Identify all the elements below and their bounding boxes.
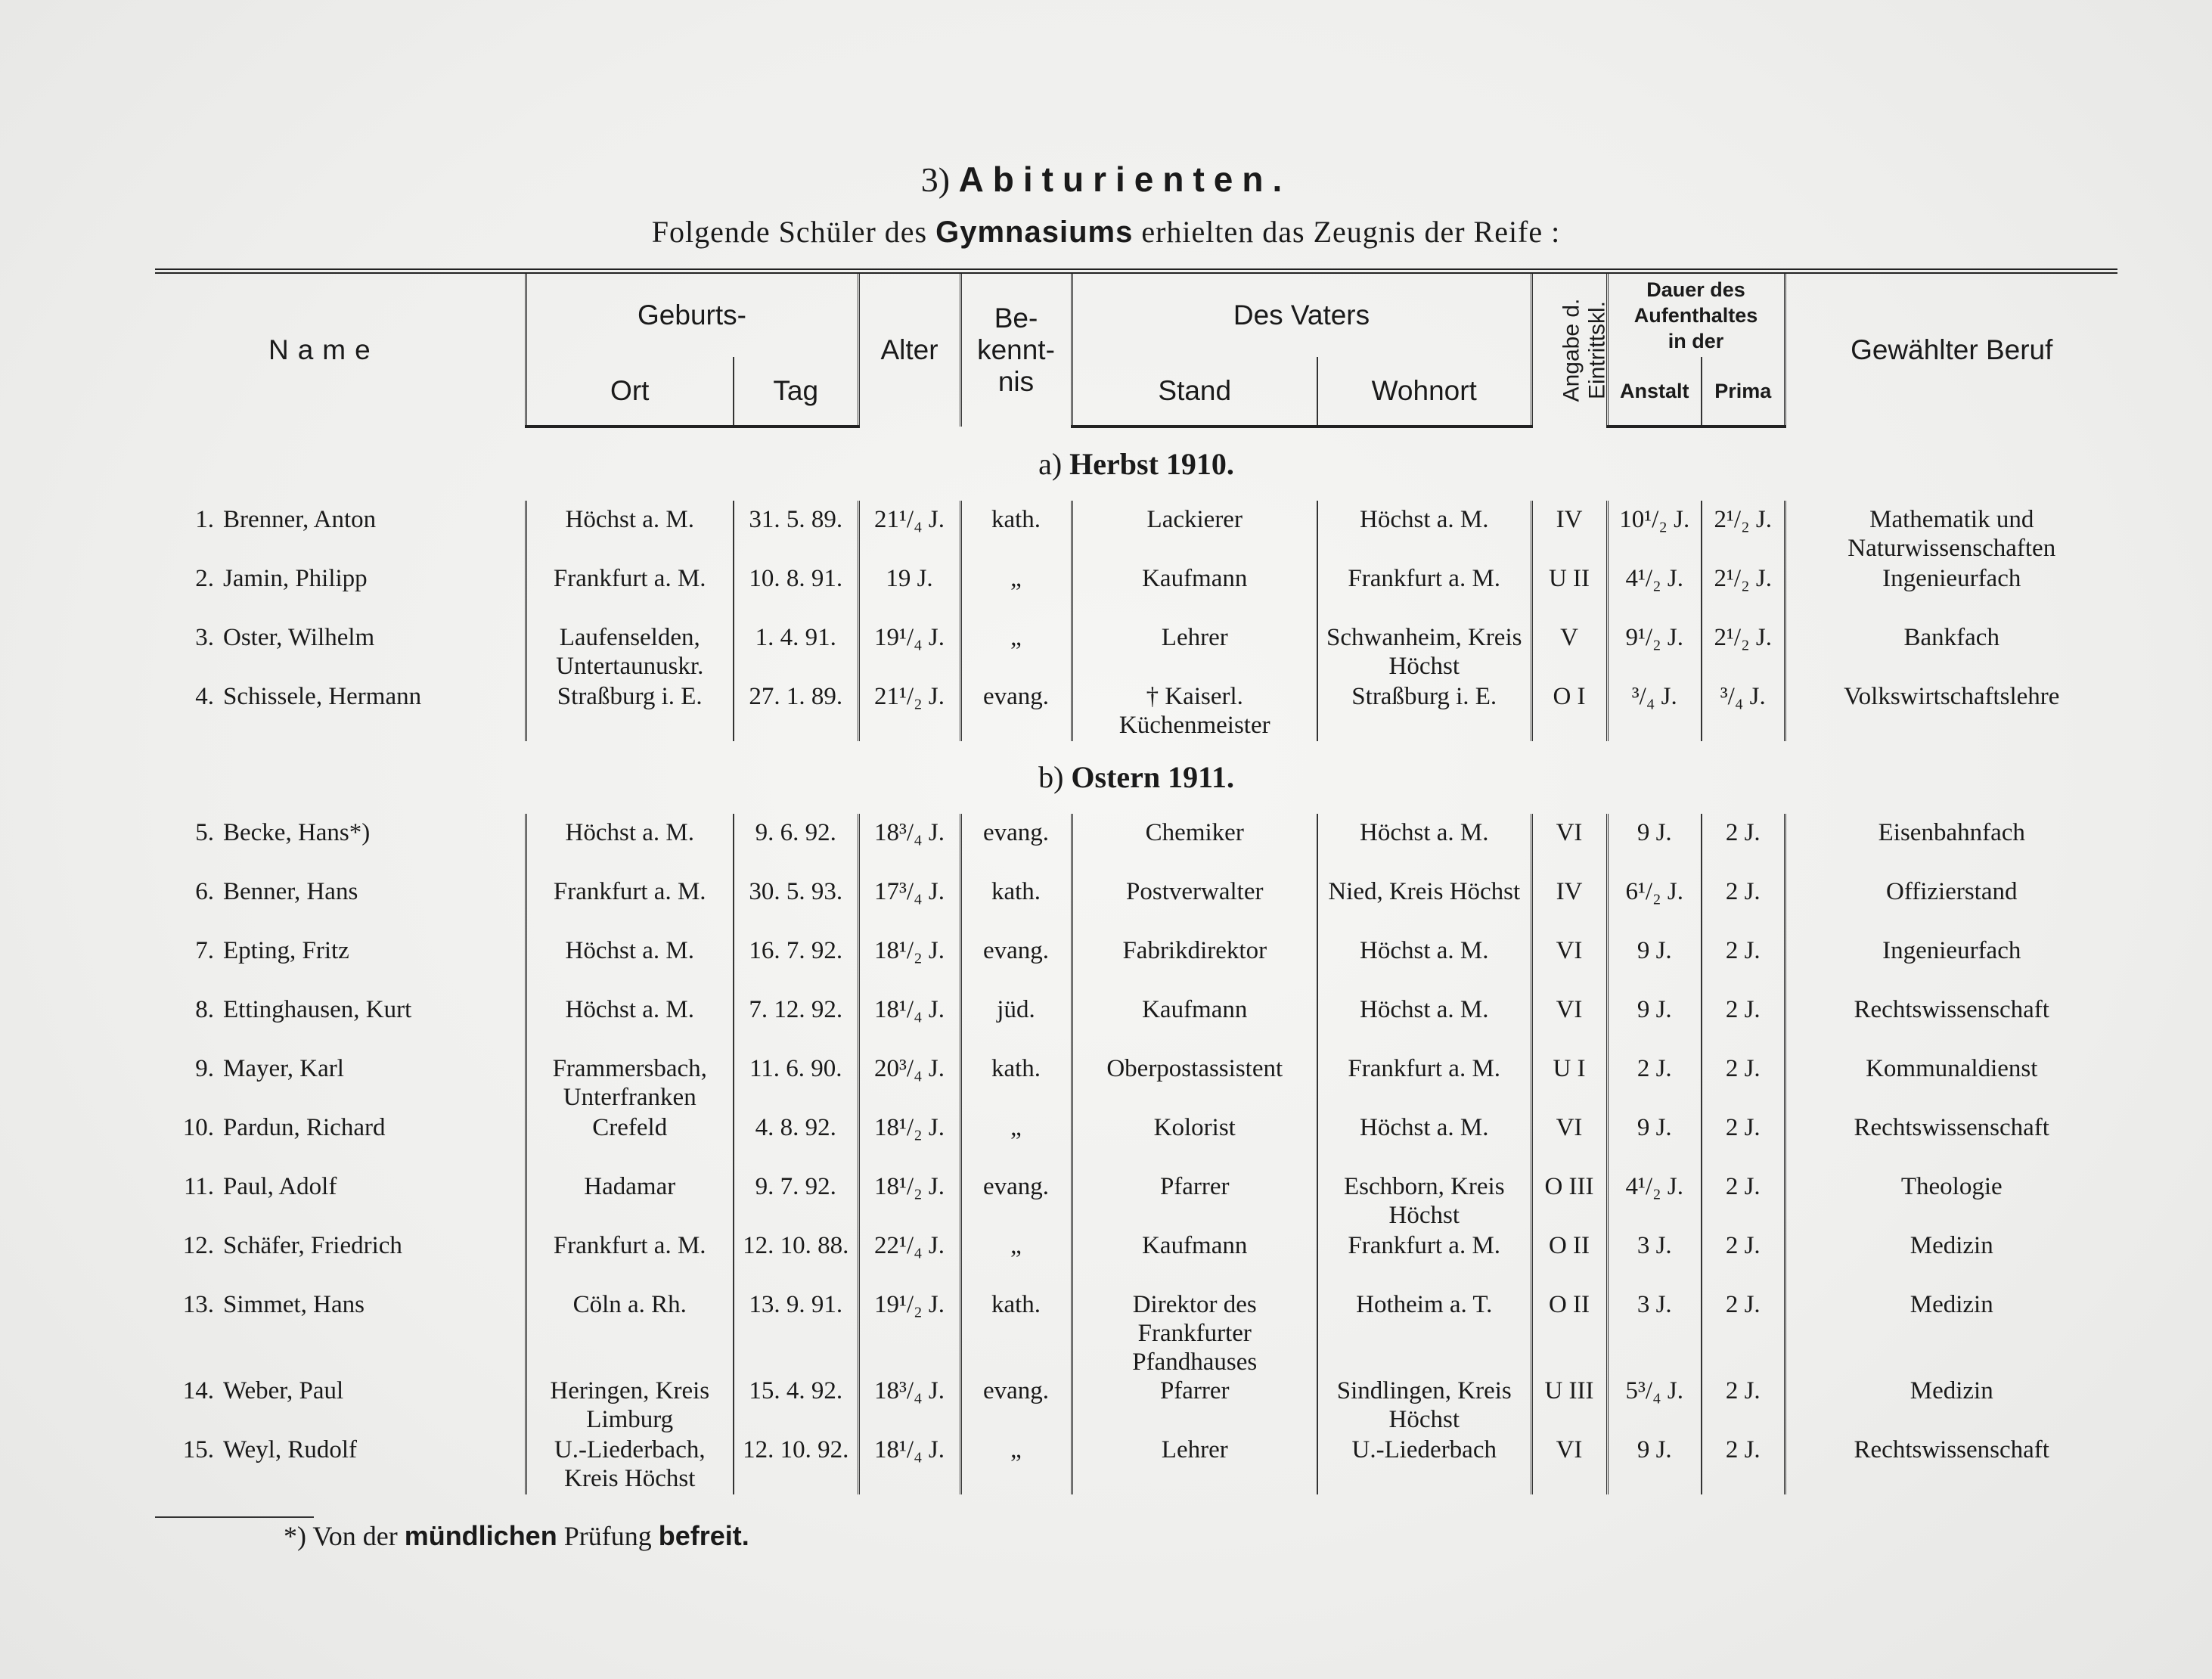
column-prima: Prima xyxy=(1702,357,1785,427)
cell-name xyxy=(155,1376,526,1435)
cell-alter: 19 J. xyxy=(858,564,960,623)
column-ort: Ort xyxy=(526,357,734,427)
cell-bekenntnis: evang. xyxy=(960,682,1072,741)
cell-name xyxy=(155,995,526,1054)
cell-alter: 18¹/₄ J. xyxy=(858,1435,960,1494)
cell-anstalt: 4¹/₂ J. xyxy=(1607,1172,1702,1231)
cell-tag: 16. 7. 92. xyxy=(734,936,858,995)
student-name: Oster, Wilhelm xyxy=(223,624,375,651)
row-number: 8. xyxy=(195,996,214,1023)
cell-beruf: Bankfach xyxy=(1785,623,2117,682)
cell-name xyxy=(155,1172,526,1231)
dauer-line-3: in der xyxy=(1668,330,1724,352)
cell-tag: 9. 7. 92. xyxy=(734,1172,858,1231)
cell-anstalt: 3 J. xyxy=(1607,1290,1702,1376)
cell-beruf: Eisenbahnfach xyxy=(1785,814,2117,877)
section-label: b) xyxy=(1038,760,1064,794)
cell-wohnort: Höchst a. M. xyxy=(1317,501,1531,564)
cell-stand: Pfarrer xyxy=(1072,1172,1317,1231)
student-name: Schissele, Hermann xyxy=(223,683,422,710)
cell-bekenntnis: jüd. xyxy=(960,995,1072,1054)
cell-anstalt: 10¹/₂ J. xyxy=(1607,501,1702,564)
cell-beruf: Rechtswissenschaft xyxy=(1785,995,2117,1054)
cell-name xyxy=(155,1054,526,1113)
cell-prima: 2 J. xyxy=(1702,1113,1785,1172)
section-label: a) xyxy=(1038,447,1063,481)
abiturienten-table xyxy=(155,268,2117,1494)
cell-wohnort: U.-Liederbach xyxy=(1317,1435,1531,1494)
table-row xyxy=(155,1376,2117,1435)
cell-prima: ³/₄ J. xyxy=(1702,682,1785,741)
subheading-post: erhielten das Zeugnis der Reife : xyxy=(1141,215,1561,249)
student-name: Brenner, Anton xyxy=(223,506,377,533)
cell-wohnort: Höchst a. M. xyxy=(1317,1113,1531,1172)
cell-tag: 12. 10. 92. xyxy=(734,1435,858,1494)
cell-prima: 2 J. xyxy=(1702,877,1785,936)
cell-tag: 27. 1. 89. xyxy=(734,682,858,741)
table-row xyxy=(155,1231,2117,1290)
cell-stand: Oberpostassistent xyxy=(1072,1054,1317,1113)
cell-name xyxy=(155,682,526,741)
cell-alter: 19¹/₄ J. xyxy=(858,623,960,682)
cell-tag: 13. 9. 91. xyxy=(734,1290,858,1376)
cell-stand: † Kaiserl. Küchenmeister xyxy=(1072,682,1317,741)
cell-anstalt: 4¹/₂ J. xyxy=(1607,564,1702,623)
cell-ort: Heringen, Kreis Limburg xyxy=(526,1376,734,1435)
student-name: Epting, Fritz xyxy=(223,937,349,964)
row-number: 10. xyxy=(182,1114,214,1141)
cell-prima: 2 J. xyxy=(1702,1172,1785,1231)
student-name: Becke, Hans*) xyxy=(223,819,371,846)
column-wohnort: Wohnort xyxy=(1317,357,1531,427)
column-vaters: Des Vaters xyxy=(1072,272,1531,358)
angabe-rotated xyxy=(1559,299,1610,402)
angabe-line-1: Angabe d. xyxy=(1558,298,1584,402)
bekenntnis-line-1: Be- xyxy=(994,303,1038,334)
footnote-rule xyxy=(155,1516,314,1518)
table-row xyxy=(155,1172,2117,1231)
heading-number: 3) xyxy=(920,160,951,199)
table-row xyxy=(155,1435,2117,1494)
cell-ort: Laufenselden, Untertaunuskr. xyxy=(526,623,734,682)
cell-alter: 20³/₄ J. xyxy=(858,1054,960,1113)
cell-alter: 18¹/₂ J. xyxy=(858,936,960,995)
cell-eintrittsklasse: VI xyxy=(1531,1435,1607,1494)
student-name: Simmet, Hans xyxy=(223,1291,365,1318)
cell-alter: 19¹/₂ J. xyxy=(858,1290,960,1376)
cell-eintrittsklasse: O III xyxy=(1531,1172,1607,1231)
cell-beruf: Rechtswissenschaft xyxy=(1785,1435,2117,1494)
cell-anstalt: 9 J. xyxy=(1607,1435,1702,1494)
cell-ort: Höchst a. M. xyxy=(526,995,734,1054)
student-name: Schäfer, Friedrich xyxy=(223,1232,402,1259)
cell-bekenntnis: „ xyxy=(960,1231,1072,1290)
row-number: 1. xyxy=(195,506,214,533)
abiturienten-table-wrap xyxy=(155,268,2117,1494)
cell-bekenntnis: kath. xyxy=(960,1054,1072,1113)
student-name: Benner, Hans xyxy=(223,878,358,905)
cell-stand: Fabrikdirektor xyxy=(1072,936,1317,995)
cell-bekenntnis: „ xyxy=(960,564,1072,623)
student-name: Weber, Paul xyxy=(223,1377,344,1404)
section-title-text: Herbst 1910. xyxy=(1069,447,1234,481)
cell-tag: 7. 12. 92. xyxy=(734,995,858,1054)
cell-anstalt: 6¹/₂ J. xyxy=(1607,877,1702,936)
cell-wohnort: Frankfurt a. M. xyxy=(1317,564,1531,623)
cell-eintrittsklasse: U II xyxy=(1531,564,1607,623)
section-title-text: Ostern 1911. xyxy=(1071,760,1234,794)
cell-bekenntnis: kath. xyxy=(960,877,1072,936)
cell-ort: Cöln a. Rh. xyxy=(526,1290,734,1376)
cell-bekenntnis: evang. xyxy=(960,1172,1072,1231)
table-body xyxy=(155,427,2117,1494)
row-number: 3. xyxy=(195,624,214,651)
cell-anstalt: 2 J. xyxy=(1607,1054,1702,1113)
row-number: 13. xyxy=(182,1291,214,1318)
cell-anstalt: 9 J. xyxy=(1607,936,1702,995)
cell-anstalt: 3 J. xyxy=(1607,1231,1702,1290)
column-angabe xyxy=(1531,272,1607,427)
cell-ort: Frankfurt a. M. xyxy=(526,1231,734,1290)
footnote-mid: Prüfung xyxy=(563,1521,652,1551)
cell-name xyxy=(155,623,526,682)
column-beruf: Gewählter Beruf xyxy=(1785,272,2117,427)
row-number: 6. xyxy=(195,878,214,905)
cell-bekenntnis: evang. xyxy=(960,1376,1072,1435)
cell-beruf: Medizin xyxy=(1785,1376,2117,1435)
table-row xyxy=(155,814,2117,877)
cell-name xyxy=(155,564,526,623)
table-header xyxy=(155,272,2117,427)
cell-eintrittsklasse: O I xyxy=(1531,682,1607,741)
cell-name xyxy=(155,936,526,995)
cell-eintrittsklasse: V xyxy=(1531,623,1607,682)
table-row xyxy=(155,1113,2117,1172)
row-number: 14. xyxy=(182,1377,214,1404)
dauer-line-1: Dauer des xyxy=(1646,278,1745,301)
cell-eintrittsklasse: O II xyxy=(1531,1231,1607,1290)
cell-alter: 21¹/₂ J. xyxy=(858,682,960,741)
cell-bekenntnis: kath. xyxy=(960,1290,1072,1376)
cell-wohnort: Frankfurt a. M. xyxy=(1317,1054,1531,1113)
subheading-pre: Folgende Schüler des xyxy=(651,215,928,249)
cell-tag: 9. 6. 92. xyxy=(734,814,858,877)
column-geburts: Geburts- xyxy=(526,272,858,358)
cell-beruf: Offizierstand xyxy=(1785,877,2117,936)
cell-wohnort: Schwanheim, Kreis Höchst xyxy=(1317,623,1531,682)
cell-alter: 18³/₄ J. xyxy=(858,814,960,877)
table-row xyxy=(155,936,2117,995)
cell-bekenntnis: „ xyxy=(960,623,1072,682)
cell-tag: 30. 5. 93. xyxy=(734,877,858,936)
row-number: 4. xyxy=(195,683,214,710)
angabe-line-2: Eintrittskl. xyxy=(1584,300,1609,400)
cell-eintrittsklasse: O II xyxy=(1531,1290,1607,1376)
cell-ort: Hadamar xyxy=(526,1172,734,1231)
cell-name xyxy=(155,1231,526,1290)
cell-wohnort: Höchst a. M. xyxy=(1317,936,1531,995)
cell-prima: 2 J. xyxy=(1702,936,1785,995)
column-tag: Tag xyxy=(734,357,858,427)
cell-name xyxy=(155,1435,526,1494)
table-row xyxy=(155,995,2117,1054)
cell-ort: Frankfurt a. M. xyxy=(526,877,734,936)
cell-name xyxy=(155,1113,526,1172)
cell-prima: 2¹/₂ J. xyxy=(1702,564,1785,623)
cell-eintrittsklasse: U I xyxy=(1531,1054,1607,1113)
table-row xyxy=(155,501,2117,564)
cell-ort: Höchst a. M. xyxy=(526,814,734,877)
cell-wohnort: Höchst a. M. xyxy=(1317,995,1531,1054)
table-row xyxy=(155,682,2117,741)
student-name: Paul, Adolf xyxy=(223,1173,337,1200)
cell-beruf: Ingenieurfach xyxy=(1785,936,2117,995)
cell-eintrittsklasse: VI xyxy=(1531,1113,1607,1172)
section-title xyxy=(155,427,2117,501)
cell-beruf: Volkswirtschaftslehre xyxy=(1785,682,2117,741)
cell-alter: 18¹/₂ J. xyxy=(858,1172,960,1231)
row-number: 9. xyxy=(195,1055,214,1082)
cell-name xyxy=(155,1290,526,1376)
table-row xyxy=(155,564,2117,623)
cell-prima: 2 J. xyxy=(1702,1435,1785,1494)
cell-prima: 2 J. xyxy=(1702,1290,1785,1376)
cell-eintrittsklasse: VI xyxy=(1531,936,1607,995)
footnote-bold-1: mündlichen xyxy=(404,1520,557,1551)
cell-bekenntnis: evang. xyxy=(960,936,1072,995)
cell-alter: 18¹/₂ J. xyxy=(858,1113,960,1172)
cell-prima: 2¹/₂ J. xyxy=(1702,501,1785,564)
cell-alter: 18³/₄ J. xyxy=(858,1376,960,1435)
cell-ort: U.-Liederbach, Kreis Höchst xyxy=(526,1435,734,1494)
section-header xyxy=(155,427,2117,501)
row-number: 15. xyxy=(182,1436,214,1463)
footnote-bold-2: befreit. xyxy=(658,1520,749,1551)
cell-eintrittsklasse: IV xyxy=(1531,877,1607,936)
row-number: 5. xyxy=(195,819,214,846)
cell-tag: 4. 8. 92. xyxy=(734,1113,858,1172)
student-name: Mayer, Karl xyxy=(223,1055,344,1082)
page-subheading xyxy=(0,214,2212,250)
cell-ort: Höchst a. M. xyxy=(526,936,734,995)
cell-anstalt: ³/₄ J. xyxy=(1607,682,1702,741)
cell-bekenntnis: „ xyxy=(960,1113,1072,1172)
cell-tag: 15. 4. 92. xyxy=(734,1376,858,1435)
cell-anstalt: 9 J. xyxy=(1607,814,1702,877)
cell-name xyxy=(155,501,526,564)
cell-stand: Lackierer xyxy=(1072,501,1317,564)
cell-tag: 10. 8. 91. xyxy=(734,564,858,623)
cell-alter: 18¹/₄ J. xyxy=(858,995,960,1054)
cell-ort: Crefeld xyxy=(526,1113,734,1172)
cell-alter: 21¹/₄ J. xyxy=(858,501,960,564)
row-number: 2. xyxy=(195,565,214,592)
cell-name xyxy=(155,877,526,936)
bekenntnis-line-2: kennt- xyxy=(977,334,1055,365)
table-row xyxy=(155,1290,2117,1376)
cell-prima: 2 J. xyxy=(1702,1054,1785,1113)
cell-bekenntnis: evang. xyxy=(960,814,1072,877)
cell-eintrittsklasse: VI xyxy=(1531,814,1607,877)
column-dauer xyxy=(1607,272,1785,358)
cell-wohnort: Hotheim a. T. xyxy=(1317,1290,1531,1376)
row-number: 7. xyxy=(195,937,214,964)
cell-stand: Kaufmann xyxy=(1072,564,1317,623)
cell-beruf: Rechtswissenschaft xyxy=(1785,1113,2117,1172)
column-name: Name xyxy=(155,272,526,427)
section-title xyxy=(155,741,2117,814)
cell-anstalt: 9 J. xyxy=(1607,1113,1702,1172)
cell-stand: Postverwalter xyxy=(1072,877,1317,936)
cell-bekenntnis: „ xyxy=(960,1435,1072,1494)
cell-beruf: Theologie xyxy=(1785,1172,2117,1231)
cell-prima: 2 J. xyxy=(1702,1231,1785,1290)
cell-anstalt: 9 J. xyxy=(1607,995,1702,1054)
cell-stand: Lehrer xyxy=(1072,623,1317,682)
cell-ort: Frammersbach, Unterfranken xyxy=(526,1054,734,1113)
subheading-bold: Gymnasiums xyxy=(935,216,1134,249)
cell-beruf: Kommunaldienst xyxy=(1785,1054,2117,1113)
cell-prima: 2¹/₂ J. xyxy=(1702,623,1785,682)
cell-ort: Frankfurt a. M. xyxy=(526,564,734,623)
cell-stand: Lehrer xyxy=(1072,1435,1317,1494)
table-row xyxy=(155,1054,2117,1113)
bekenntnis-line-3: nis xyxy=(997,366,1035,397)
cell-bekenntnis: kath. xyxy=(960,501,1072,564)
cell-beruf: Medizin xyxy=(1785,1290,2117,1376)
cell-name xyxy=(155,814,526,877)
table-row xyxy=(155,877,2117,936)
cell-stand: Kaufmann xyxy=(1072,995,1317,1054)
footnote xyxy=(284,1520,749,1552)
cell-ort: Straßburg i. E. xyxy=(526,682,734,741)
cell-prima: 2 J. xyxy=(1702,814,1785,877)
cell-wohnort: Sindlingen, Kreis Höchst xyxy=(1317,1376,1531,1435)
cell-eintrittsklasse: VI xyxy=(1531,995,1607,1054)
student-name: Pardun, Richard xyxy=(223,1114,386,1141)
student-name: Ettinghausen, Kurt xyxy=(223,996,412,1023)
cell-beruf: Medizin xyxy=(1785,1231,2117,1290)
cell-wohnort: Höchst a. M. xyxy=(1317,814,1531,877)
cell-alter: 22¹/₄ J. xyxy=(858,1231,960,1290)
cell-eintrittsklasse: U III xyxy=(1531,1376,1607,1435)
section-header xyxy=(155,741,2117,814)
column-alter: Alter xyxy=(858,272,960,427)
table-row xyxy=(155,623,2117,682)
cell-wohnort: Eschborn, Kreis Höchst xyxy=(1317,1172,1531,1231)
cell-stand: Chemiker xyxy=(1072,814,1317,877)
cell-anstalt: 9¹/₂ J. xyxy=(1607,623,1702,682)
row-number: 11. xyxy=(183,1173,214,1200)
cell-prima: 2 J. xyxy=(1702,1376,1785,1435)
cell-wohnort: Straßburg i. E. xyxy=(1317,682,1531,741)
cell-tag: 12. 10. 88. xyxy=(734,1231,858,1290)
cell-ort: Höchst a. M. xyxy=(526,501,734,564)
row-number: 12. xyxy=(182,1232,214,1259)
cell-stand: Pfarrer xyxy=(1072,1376,1317,1435)
footnote-pre: Von der xyxy=(312,1521,398,1551)
page-heading xyxy=(0,159,2212,200)
dauer-line-2: Aufenthaltes xyxy=(1633,304,1758,327)
cell-anstalt: 5³/₄ J. xyxy=(1607,1376,1702,1435)
cell-prima: 2 J. xyxy=(1702,995,1785,1054)
cell-stand: Kaufmann xyxy=(1072,1231,1317,1290)
cell-tag: 11. 6. 90. xyxy=(734,1054,858,1113)
cell-tag: 31. 5. 89. xyxy=(734,501,858,564)
cell-beruf: Mathematik und Naturwissenschaften xyxy=(1785,501,2117,564)
column-bekenntnis xyxy=(960,272,1072,427)
cell-tag: 1. 4. 91. xyxy=(734,623,858,682)
column-stand: Stand xyxy=(1072,357,1317,427)
cell-stand: Direktor des Frankfurter Pfandhauses xyxy=(1072,1290,1317,1376)
cell-wohnort: Nied, Kreis Höchst xyxy=(1317,877,1531,936)
student-name: Jamin, Philipp xyxy=(223,565,368,592)
cell-wohnort: Frankfurt a. M. xyxy=(1317,1231,1531,1290)
student-name: Weyl, Rudolf xyxy=(223,1436,357,1463)
column-anstalt: Anstalt xyxy=(1607,357,1702,427)
footnote-marker: *) xyxy=(284,1521,306,1551)
cell-alter: 17³/₄ J. xyxy=(858,877,960,936)
cell-stand: Kolorist xyxy=(1072,1113,1317,1172)
cell-beruf: Ingenieurfach xyxy=(1785,564,2117,623)
heading-title: Abiturienten. xyxy=(958,160,1292,199)
cell-eintrittsklasse: IV xyxy=(1531,501,1607,564)
